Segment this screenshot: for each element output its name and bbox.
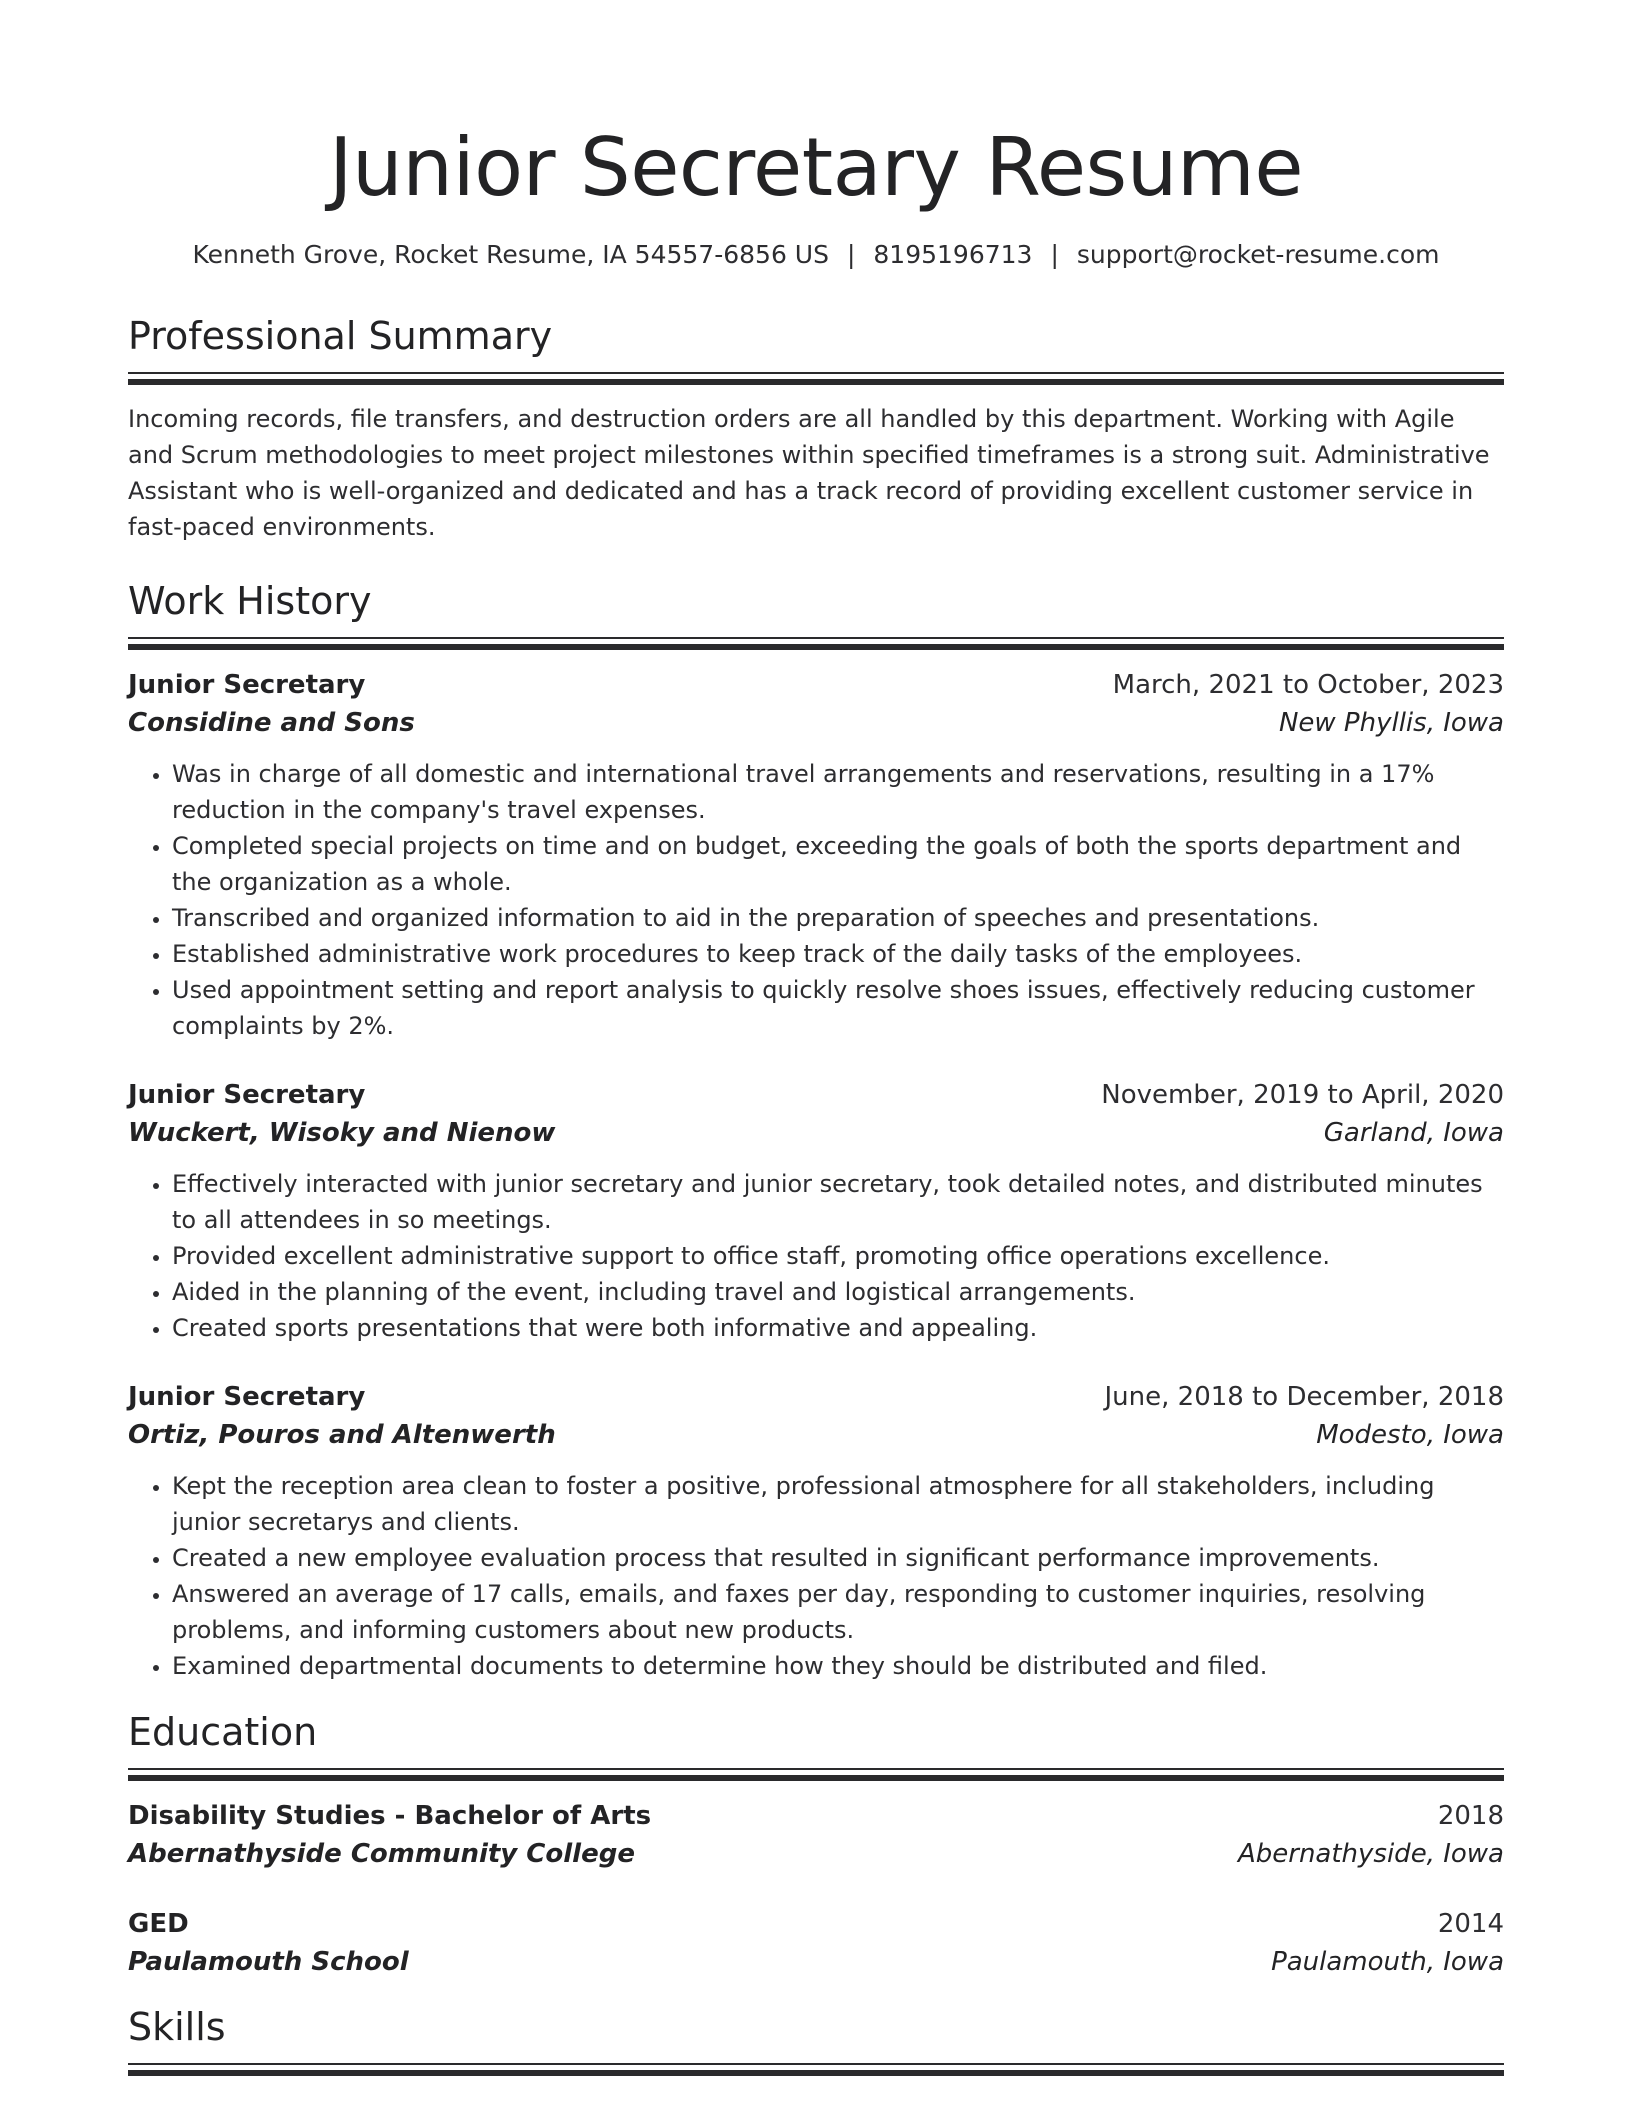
skills-section [128,2003,1504,2076]
education-degree: GED [128,1909,189,1939]
job-company-row [128,1114,1504,1152]
job-company: Ortiz, Pouros and Altenwerth [128,1420,556,1450]
job-header-row [128,666,1504,704]
job-company-row [128,1416,1504,1454]
job-company-row [128,704,1504,742]
section-divider [128,2063,1504,2076]
education-school-row [128,1943,1504,1981]
contact-address: Kenneth Grove, Rocket Resume, IA 54557-6856 US [192,240,829,269]
job-location: New Phyllis, Iowa [1278,708,1504,738]
education-year: 2014 [1437,1909,1504,1939]
job-location: Garland, Iowa [1323,1118,1504,1148]
job-title: Junior Secretary [128,1382,366,1412]
job-dates: June, 2018 to December, 2018 [1104,1382,1504,1412]
education-location: Paulamouth, Iowa [1271,1947,1504,1977]
education-entry [128,1905,1504,1981]
contact-separator: | [1050,240,1059,269]
job-dates: November, 2019 to April, 2020 [1101,1080,1504,1110]
job-bullet: • Created sports presentations that were both informative and appealing. [172,1310,1504,1346]
education-year: 2018 [1437,1801,1504,1831]
section-heading-work-history: Work History [128,579,372,623]
education-school-row [128,1835,1504,1873]
education-degree: Disability Studies - Bachelor of Arts [128,1801,652,1831]
job-bullet: • Answered an average of 17 calls, emails, and faxes per day, responding to customer inquiries, resolving problems, and informing customers about new products. [172,1576,1504,1648]
job-bullet: • Kept the reception area clean to foster a positive, professional atmosphere for all stakeholders, including junior secretarys and clients. [172,1468,1504,1540]
contact-line [128,238,1504,272]
job-bullet: • Provided excellent administrative support to office staff, promoting office operations excellence. [172,1238,1504,1274]
job-entry [128,1076,1504,1346]
job-bullets [128,1468,1504,1684]
job-entry [128,666,1504,1044]
section-divider [128,1768,1504,1781]
education-location: Abernathyside, Iowa [1237,1839,1504,1869]
section-heading-summary: Professional Summary [128,314,553,358]
job-bullets [128,1166,1504,1346]
resume-title: Junior Secretary Resume [328,121,1304,214]
job-bullet: • Was in charge of all domestic and international travel arrangements and reservations, resulting in a 17% reduction in the company's travel expenses. [172,756,1504,828]
job-bullet: • Aided in the planning of the event, including travel and logistical arrangements. [172,1274,1504,1310]
contact-email: support@rocket-resume.com [1076,240,1440,269]
job-bullets [128,756,1504,1044]
contact-phone: 8195196713 [873,240,1033,269]
education-header-row [128,1797,1504,1835]
summary-section [128,312,1504,545]
job-location: Modesto, Iowa [1316,1420,1504,1450]
job-entry [128,1378,1504,1684]
education-school: Abernathyside Community College [128,1839,635,1869]
resume-page [128,0,1504,2076]
section-divider [128,372,1504,385]
contact-separator: | [846,240,856,269]
job-bullet: • Completed special projects on time and on budget, exceeding the goals of both the sports department and the organization as a whole. [172,828,1504,900]
job-company: Considine and Sons [128,708,415,738]
job-bullet: • Created a new employee evaluation process that resulted in significant performance improvements. [172,1540,1504,1576]
job-bullet: • Effectively interacted with junior secretary and junior secretary, took detailed notes, and distributed minutes to all attendees in so meetings. [172,1166,1504,1238]
summary-text: Incoming records, file transfers, and destruction orders are all handled by this department. Working with Agile and Scrum methodologies to meet project milestones within specified timeframes is a strong suit. Administrative Assistant who is well-organized and dedicated and has a track record of providing excellent customer service in fast-paced environments. [128,405,1490,541]
education-header-row [128,1905,1504,1943]
job-bullet: • Used appointment setting and report analysis to quickly resolve shoes issues, effectively reducing customer complaints by 2%. [172,972,1504,1044]
job-header-row [128,1378,1504,1416]
section-heading-skills: Skills [128,2005,226,2049]
job-dates: March, 2021 to October, 2023 [1112,670,1504,700]
job-company: Wuckert, Wisoky and Nienow [128,1118,556,1148]
section-divider [128,637,1504,650]
job-title: Junior Secretary [128,670,366,700]
work-history-section [128,577,1504,1684]
section-heading-education: Education [128,1710,318,1754]
job-bullet: • Examined departmental documents to determine how they should be distributed and filed. [172,1648,1504,1684]
education-section [128,1708,1504,1981]
job-bullet: • Established administrative work procedures to keep track of the daily tasks of the employees. [172,936,1504,972]
job-bullet: • Transcribed and organized information to aid in the preparation of speeches and presentations. [172,900,1504,936]
education-school: Paulamouth School [128,1947,409,1977]
education-entry [128,1797,1504,1873]
job-header-row [128,1076,1504,1114]
job-title: Junior Secretary [128,1080,366,1110]
